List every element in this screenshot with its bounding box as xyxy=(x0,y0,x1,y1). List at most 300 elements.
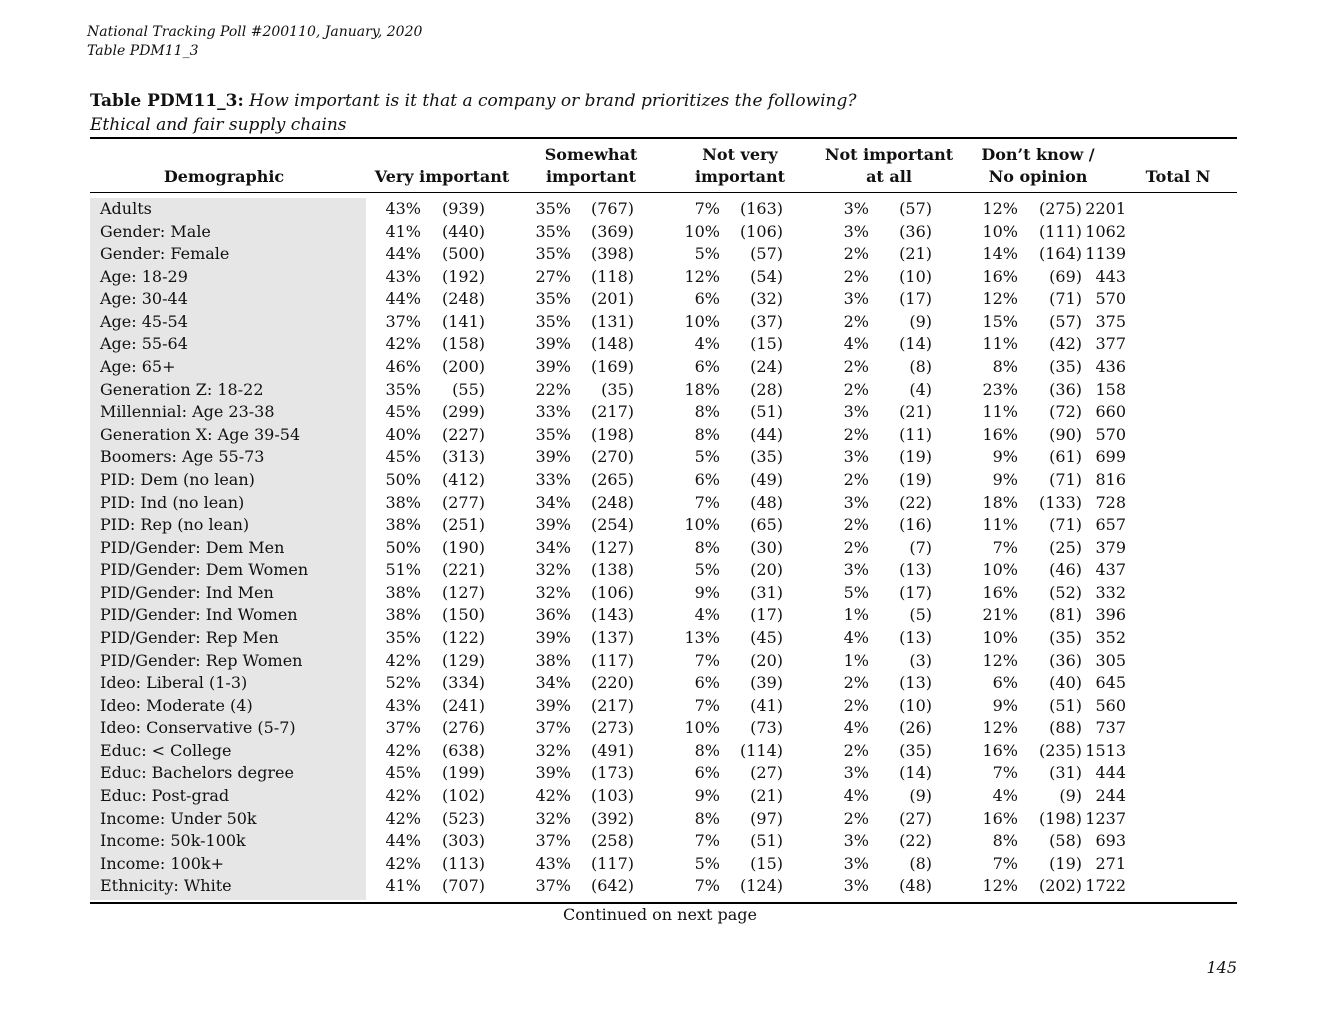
table-row xyxy=(90,650,1237,673)
col-header-notimp-line2: at all xyxy=(866,167,912,186)
cell-somewhat-pct: 36% xyxy=(535,605,571,625)
cell-notimp-pct: 2% xyxy=(843,515,869,535)
row-label: Income: 100k+ xyxy=(100,853,224,873)
cell-very-important-pct: 38% xyxy=(385,492,421,512)
cell-very-important-pct: 35% xyxy=(385,379,421,399)
cell-total-n: 816 xyxy=(1095,469,1126,489)
cell-somewhat-n: (201) xyxy=(590,289,634,309)
cell-notimp-pct: 2% xyxy=(843,266,869,286)
cell-notvery-pct: 8% xyxy=(694,808,720,828)
row-label: Ideo: Moderate (4) xyxy=(100,695,253,715)
cell-notvery-pct: 6% xyxy=(694,469,720,489)
cell-somewhat-pct: 39% xyxy=(535,695,571,715)
table-row xyxy=(90,762,1237,785)
cell-very-important-n: (158) xyxy=(441,334,485,354)
table-row xyxy=(90,492,1237,515)
cell-somewhat-n: (127) xyxy=(590,537,634,557)
col-header-very-important xyxy=(372,144,512,188)
cell-dk-n: (90) xyxy=(1049,424,1082,444)
cell-notvery-pct: 6% xyxy=(694,763,720,783)
table-row xyxy=(90,266,1237,289)
cell-very-important-n: (102) xyxy=(441,786,485,806)
table-row xyxy=(90,243,1237,266)
cell-somewhat-pct: 37% xyxy=(535,876,571,896)
cell-notvery-pct: 5% xyxy=(694,560,720,580)
cell-dk-n: (235) xyxy=(1038,740,1082,760)
cell-dk-n: (71) xyxy=(1049,469,1082,489)
cell-notimp-n: (9) xyxy=(909,311,932,331)
cell-total-n: 379 xyxy=(1095,537,1126,557)
cell-total-n: 396 xyxy=(1095,605,1126,625)
cell-very-important-n: (113) xyxy=(441,853,485,873)
cell-notimp-pct: 1% xyxy=(843,650,869,670)
cell-somewhat-n: (254) xyxy=(590,515,634,535)
cell-notvery-n: (48) xyxy=(750,492,783,512)
cell-notimp-pct: 2% xyxy=(843,673,869,693)
col-header-dk-line2: No opinion xyxy=(988,167,1088,186)
cell-dk-pct: 16% xyxy=(982,740,1018,760)
col-header-dont-know xyxy=(968,144,1108,188)
cell-dk-pct: 12% xyxy=(982,876,1018,896)
cell-somewhat-pct: 32% xyxy=(535,740,571,760)
cell-notimp-pct: 2% xyxy=(843,357,869,377)
row-label: Ethnicity: White xyxy=(100,876,232,896)
table-row xyxy=(90,627,1237,650)
cell-notvery-pct: 18% xyxy=(684,379,720,399)
cell-very-important-pct: 44% xyxy=(385,831,421,851)
cell-very-important-pct: 43% xyxy=(385,695,421,715)
cell-dk-pct: 21% xyxy=(982,605,1018,625)
cell-notimp-n: (7) xyxy=(909,537,932,557)
cell-very-important-n: (127) xyxy=(441,582,485,602)
table-row xyxy=(90,853,1237,876)
cell-very-important-pct: 42% xyxy=(385,650,421,670)
table-row xyxy=(90,221,1237,244)
row-label: Ideo: Conservative (5-7) xyxy=(100,718,296,738)
cell-dk-pct: 12% xyxy=(982,718,1018,738)
cell-dk-n: (52) xyxy=(1049,582,1082,602)
top-rule xyxy=(90,137,1237,139)
cell-very-important-pct: 51% xyxy=(385,560,421,580)
cell-very-important-n: (303) xyxy=(441,831,485,851)
cell-total-n: 560 xyxy=(1095,695,1126,715)
cell-somewhat-n: (642) xyxy=(590,876,634,896)
table-row xyxy=(90,604,1237,627)
cell-notimp-pct: 1% xyxy=(843,605,869,625)
table-row xyxy=(90,356,1237,379)
cell-dk-pct: 10% xyxy=(982,627,1018,647)
row-label: PID/Gender: Ind Women xyxy=(100,605,298,625)
cell-notvery-n: (51) xyxy=(750,402,783,422)
cell-very-important-pct: 43% xyxy=(385,199,421,218)
cell-dk-n: (202) xyxy=(1038,876,1082,896)
row-label: PID/Gender: Dem Women xyxy=(100,560,309,580)
row-label: PID/Gender: Dem Men xyxy=(100,537,285,557)
cell-notvery-n: (24) xyxy=(750,357,783,377)
row-label: Adults xyxy=(100,199,152,218)
table-row xyxy=(90,830,1237,853)
cell-notimp-pct: 3% xyxy=(843,831,869,851)
cell-notvery-pct: 8% xyxy=(694,537,720,557)
col-header-total-n xyxy=(1128,144,1228,188)
cell-notimp-n: (17) xyxy=(899,582,932,602)
cell-somewhat-pct: 38% xyxy=(535,650,571,670)
row-label: Educ: < College xyxy=(100,740,232,760)
cell-notvery-n: (17) xyxy=(750,605,783,625)
row-label: Educ: Post-grad xyxy=(100,786,230,806)
cell-notimp-pct: 2% xyxy=(843,469,869,489)
cell-somewhat-n: (270) xyxy=(590,447,634,467)
cell-dk-pct: 12% xyxy=(982,289,1018,309)
cell-notvery-n: (97) xyxy=(750,808,783,828)
cell-notimp-pct: 4% xyxy=(843,334,869,354)
cell-dk-pct: 8% xyxy=(992,357,1018,377)
cell-very-important-n: (334) xyxy=(441,673,485,693)
cell-somewhat-n: (106) xyxy=(590,582,634,602)
cell-somewhat-n: (117) xyxy=(590,853,634,873)
cell-notimp-pct: 5% xyxy=(843,582,869,602)
row-label: Educ: Bachelors degree xyxy=(100,763,294,783)
cell-notvery-pct: 10% xyxy=(684,311,720,331)
cell-somewhat-n: (131) xyxy=(590,311,634,331)
cell-notimp-pct: 4% xyxy=(843,627,869,647)
cell-very-important-n: (412) xyxy=(441,469,485,489)
cell-notimp-pct: 3% xyxy=(843,447,869,467)
cell-notimp-n: (13) xyxy=(899,560,932,580)
cell-notimp-pct: 3% xyxy=(843,560,869,580)
cell-somewhat-pct: 32% xyxy=(535,560,571,580)
cell-notvery-n: (73) xyxy=(750,718,783,738)
col-header-demographic-text: Demographic xyxy=(163,167,285,186)
cell-very-important-pct: 44% xyxy=(385,289,421,309)
cell-notimp-n: (14) xyxy=(899,763,932,783)
row-label: PID/Gender: Rep Men xyxy=(100,627,279,647)
cell-notvery-n: (32) xyxy=(750,289,783,309)
row-label: Millennial: Age 23-38 xyxy=(100,402,275,422)
cell-dk-n: (88) xyxy=(1049,718,1082,738)
col-header-notvery-line1: Not very xyxy=(702,145,778,164)
cell-total-n: 660 xyxy=(1095,402,1126,422)
cell-very-important-n: (199) xyxy=(441,763,485,783)
cell-very-important-n: (440) xyxy=(441,221,485,241)
cell-dk-pct: 7% xyxy=(992,537,1018,557)
cell-somewhat-pct: 35% xyxy=(535,221,571,241)
cell-notvery-pct: 8% xyxy=(694,424,720,444)
row-label: PID/Gender: Rep Women xyxy=(100,650,303,670)
cell-somewhat-pct: 39% xyxy=(535,447,571,467)
cell-very-important-pct: 50% xyxy=(385,537,421,557)
table-row xyxy=(90,288,1237,311)
cell-somewhat-pct: 35% xyxy=(535,289,571,309)
row-label: Age: 45-54 xyxy=(100,311,188,331)
cell-somewhat-n: (217) xyxy=(590,695,634,715)
row-label: Age: 30-44 xyxy=(100,289,188,309)
cell-dk-n: (51) xyxy=(1049,695,1082,715)
cell-notvery-pct: 4% xyxy=(694,334,720,354)
cell-very-important-pct: 38% xyxy=(385,605,421,625)
cell-somewhat-pct: 33% xyxy=(535,469,571,489)
cell-dk-pct: 9% xyxy=(992,447,1018,467)
cell-dk-n: (57) xyxy=(1049,311,1082,331)
cell-very-important-n: (150) xyxy=(441,605,485,625)
cell-very-important-pct: 38% xyxy=(385,515,421,535)
cell-notimp-pct: 2% xyxy=(843,808,869,828)
cell-dk-n: (164) xyxy=(1038,244,1082,264)
cell-dk-pct: 7% xyxy=(992,853,1018,873)
table-row xyxy=(90,379,1237,402)
cell-very-important-pct: 50% xyxy=(385,469,421,489)
cell-notimp-n: (22) xyxy=(899,492,932,512)
cell-very-important-n: (122) xyxy=(441,627,485,647)
cell-somewhat-n: (273) xyxy=(590,718,634,738)
cell-dk-n: (133) xyxy=(1038,492,1082,512)
cell-notimp-pct: 4% xyxy=(843,718,869,738)
cell-somewhat-n: (265) xyxy=(590,469,634,489)
cell-somewhat-n: (35) xyxy=(601,379,634,399)
cell-notvery-n: (30) xyxy=(750,537,783,557)
table-row xyxy=(90,537,1237,560)
table-title xyxy=(90,89,857,137)
cell-notvery-pct: 7% xyxy=(694,876,720,896)
cell-total-n: 570 xyxy=(1095,424,1126,444)
cell-notimp-n: (19) xyxy=(899,447,932,467)
cell-somewhat-pct: 22% xyxy=(535,379,571,399)
cell-somewhat-n: (248) xyxy=(590,492,634,512)
cell-notvery-n: (35) xyxy=(750,447,783,467)
col-header-demographic xyxy=(90,144,358,188)
cell-notimp-n: (16) xyxy=(899,515,932,535)
cell-very-important-n: (129) xyxy=(441,650,485,670)
cell-notvery-pct: 8% xyxy=(694,740,720,760)
col-header-total-n-text: Total N xyxy=(1145,167,1211,186)
col-header-not-very-important xyxy=(670,144,810,188)
cell-notvery-n: (20) xyxy=(750,560,783,580)
cell-notimp-pct: 3% xyxy=(843,876,869,896)
cell-notvery-pct: 10% xyxy=(684,718,720,738)
cell-somewhat-pct: 33% xyxy=(535,402,571,422)
row-label: Generation X: Age 39-54 xyxy=(100,424,301,444)
row-label: Boomers: Age 55-73 xyxy=(100,447,265,467)
cell-dk-n: (58) xyxy=(1049,831,1082,851)
cell-dk-n: (198) xyxy=(1038,808,1082,828)
cell-notvery-n: (51) xyxy=(750,831,783,851)
cell-dk-pct: 9% xyxy=(992,695,1018,715)
cell-dk-pct: 16% xyxy=(982,582,1018,602)
cell-total-n: 1237 xyxy=(1085,808,1126,828)
cell-total-n: 375 xyxy=(1095,311,1126,331)
cell-dk-n: (46) xyxy=(1049,560,1082,580)
cell-dk-pct: 10% xyxy=(982,560,1018,580)
cell-total-n: 244 xyxy=(1095,786,1126,806)
cell-total-n: 158 xyxy=(1095,379,1126,399)
cell-somewhat-n: (169) xyxy=(590,357,634,377)
cell-somewhat-n: (217) xyxy=(590,402,634,422)
cell-very-important-pct: 37% xyxy=(385,311,421,331)
cell-notvery-pct: 7% xyxy=(694,831,720,851)
cell-somewhat-n: (118) xyxy=(590,266,634,286)
cell-notimp-pct: 2% xyxy=(843,740,869,760)
cell-notimp-pct: 3% xyxy=(843,199,869,218)
cell-somewhat-n: (258) xyxy=(590,831,634,851)
cell-somewhat-n: (137) xyxy=(590,627,634,647)
cell-very-important-pct: 45% xyxy=(385,402,421,422)
cell-notimp-pct: 2% xyxy=(843,424,869,444)
cell-very-important-pct: 41% xyxy=(385,221,421,241)
cell-dk-n: (275) xyxy=(1038,199,1082,218)
row-label: Income: Under 50k xyxy=(100,808,257,828)
cell-notimp-n: (5) xyxy=(909,605,932,625)
cell-dk-n: (72) xyxy=(1049,402,1082,422)
cell-very-important-pct: 42% xyxy=(385,334,421,354)
row-label: Generation Z: 18-22 xyxy=(100,379,264,399)
cell-dk-n: (25) xyxy=(1049,537,1082,557)
table-row xyxy=(90,695,1237,718)
cell-very-important-n: (248) xyxy=(441,289,485,309)
cell-notvery-n: (57) xyxy=(750,244,783,264)
cell-total-n: 352 xyxy=(1095,627,1126,647)
cell-dk-pct: 4% xyxy=(992,786,1018,806)
cell-dk-pct: 10% xyxy=(982,221,1018,241)
cell-notvery-n: (20) xyxy=(750,650,783,670)
cell-notvery-pct: 4% xyxy=(694,605,720,625)
cell-notvery-pct: 6% xyxy=(694,289,720,309)
cell-notimp-pct: 3% xyxy=(843,763,869,783)
cell-somewhat-n: (392) xyxy=(590,808,634,828)
cell-notvery-pct: 5% xyxy=(694,853,720,873)
cell-very-important-n: (638) xyxy=(441,740,485,760)
cell-very-important-pct: 41% xyxy=(385,876,421,896)
cell-notimp-n: (35) xyxy=(899,740,932,760)
cell-notimp-n: (13) xyxy=(899,627,932,647)
cell-notvery-pct: 5% xyxy=(694,244,720,264)
cell-notvery-n: (39) xyxy=(750,673,783,693)
cell-dk-n: (71) xyxy=(1049,515,1082,535)
col-header-somewhat-line2: important xyxy=(545,167,637,186)
cell-notvery-n: (15) xyxy=(750,853,783,873)
table-row xyxy=(90,333,1237,356)
cell-notimp-n: (4) xyxy=(909,379,932,399)
cell-notvery-n: (15) xyxy=(750,334,783,354)
cell-somewhat-n: (103) xyxy=(590,786,634,806)
cell-dk-pct: 11% xyxy=(982,402,1018,422)
cell-total-n: 271 xyxy=(1095,853,1126,873)
cell-somewhat-pct: 37% xyxy=(535,831,571,851)
cell-dk-pct: 16% xyxy=(982,424,1018,444)
cell-notvery-n: (31) xyxy=(750,582,783,602)
col-header-somewhat-important xyxy=(521,144,661,188)
cell-somewhat-pct: 35% xyxy=(535,424,571,444)
cell-very-important-n: (523) xyxy=(441,808,485,828)
table-row xyxy=(90,717,1237,740)
cell-somewhat-n: (491) xyxy=(590,740,634,760)
cell-notvery-n: (163) xyxy=(739,199,783,218)
cell-somewhat-n: (220) xyxy=(590,673,634,693)
cell-notvery-n: (21) xyxy=(750,786,783,806)
cell-notvery-n: (41) xyxy=(750,695,783,715)
cell-notvery-pct: 7% xyxy=(694,492,720,512)
cell-total-n: 443 xyxy=(1095,266,1126,286)
row-label: Age: 55-64 xyxy=(100,334,188,354)
table-item: Ethical and fair supply chains xyxy=(90,115,347,135)
cell-dk-n: (71) xyxy=(1049,289,1082,309)
cell-very-important-pct: 45% xyxy=(385,447,421,467)
col-header-not-important-at-all xyxy=(819,144,959,188)
cell-total-n: 1513 xyxy=(1085,740,1126,760)
cell-notvery-pct: 12% xyxy=(684,266,720,286)
cell-very-important-n: (313) xyxy=(441,447,485,467)
cell-somewhat-pct: 39% xyxy=(535,515,571,535)
cell-notimp-n: (13) xyxy=(899,673,932,693)
col-header-very-important-text: Very important xyxy=(374,167,510,186)
cell-notvery-n: (49) xyxy=(750,469,783,489)
cell-very-important-pct: 40% xyxy=(385,424,421,444)
col-header-dk-line1: Don’t know / xyxy=(981,145,1095,164)
cell-very-important-pct: 44% xyxy=(385,244,421,264)
col-header-somewhat-line1: Somewhat xyxy=(544,145,638,164)
cell-dk-pct: 9% xyxy=(992,469,1018,489)
cell-notimp-n: (19) xyxy=(899,469,932,489)
cell-somewhat-pct: 39% xyxy=(535,357,571,377)
cell-very-important-n: (190) xyxy=(441,537,485,557)
table-row xyxy=(90,672,1237,695)
table-row xyxy=(90,875,1237,898)
cell-dk-pct: 16% xyxy=(982,266,1018,286)
cell-notvery-pct: 10% xyxy=(684,515,720,535)
cell-notimp-n: (8) xyxy=(909,853,932,873)
cell-total-n: 699 xyxy=(1095,447,1126,467)
cell-notimp-n: (9) xyxy=(909,786,932,806)
row-label: Gender: Male xyxy=(100,221,211,241)
cell-very-important-pct: 42% xyxy=(385,786,421,806)
cell-notvery-pct: 9% xyxy=(694,786,720,806)
cell-notimp-n: (10) xyxy=(899,695,932,715)
cell-somewhat-pct: 42% xyxy=(535,786,571,806)
cell-notvery-n: (106) xyxy=(739,221,783,241)
cell-notvery-n: (28) xyxy=(750,379,783,399)
row-label: Ideo: Liberal (1-3) xyxy=(100,673,248,693)
cell-very-important-n: (500) xyxy=(441,244,485,264)
cell-total-n: 1722 xyxy=(1085,876,1126,896)
cell-somewhat-n: (369) xyxy=(590,221,634,241)
cell-notimp-n: (10) xyxy=(899,266,932,286)
cell-total-n: 2201 xyxy=(1085,199,1126,218)
cell-notimp-pct: 2% xyxy=(843,311,869,331)
cell-dk-pct: 18% xyxy=(982,492,1018,512)
cell-notimp-n: (57) xyxy=(899,199,932,218)
cell-notvery-pct: 13% xyxy=(684,627,720,647)
cell-somewhat-pct: 35% xyxy=(535,199,571,218)
cell-notvery-pct: 7% xyxy=(694,695,720,715)
cell-somewhat-pct: 34% xyxy=(535,537,571,557)
cell-total-n: 737 xyxy=(1095,718,1126,738)
cell-total-n: 332 xyxy=(1095,582,1126,602)
cell-notvery-n: (44) xyxy=(750,424,783,444)
cell-very-important-n: (141) xyxy=(441,311,485,331)
table-row xyxy=(90,582,1237,605)
page-number: 145 xyxy=(1206,958,1237,977)
cell-total-n: 645 xyxy=(1095,673,1126,693)
table-title-label: Table PDM11_3: xyxy=(90,91,244,111)
cell-notimp-n: (22) xyxy=(899,831,932,851)
table-row xyxy=(90,446,1237,469)
cell-total-n: 1062 xyxy=(1085,221,1126,241)
cell-dk-n: (69) xyxy=(1049,266,1082,286)
cell-dk-pct: 16% xyxy=(982,808,1018,828)
cell-dk-pct: 23% xyxy=(982,379,1018,399)
cell-dk-pct: 11% xyxy=(982,334,1018,354)
cell-dk-pct: 15% xyxy=(982,311,1018,331)
cell-notvery-n: (37) xyxy=(750,311,783,331)
